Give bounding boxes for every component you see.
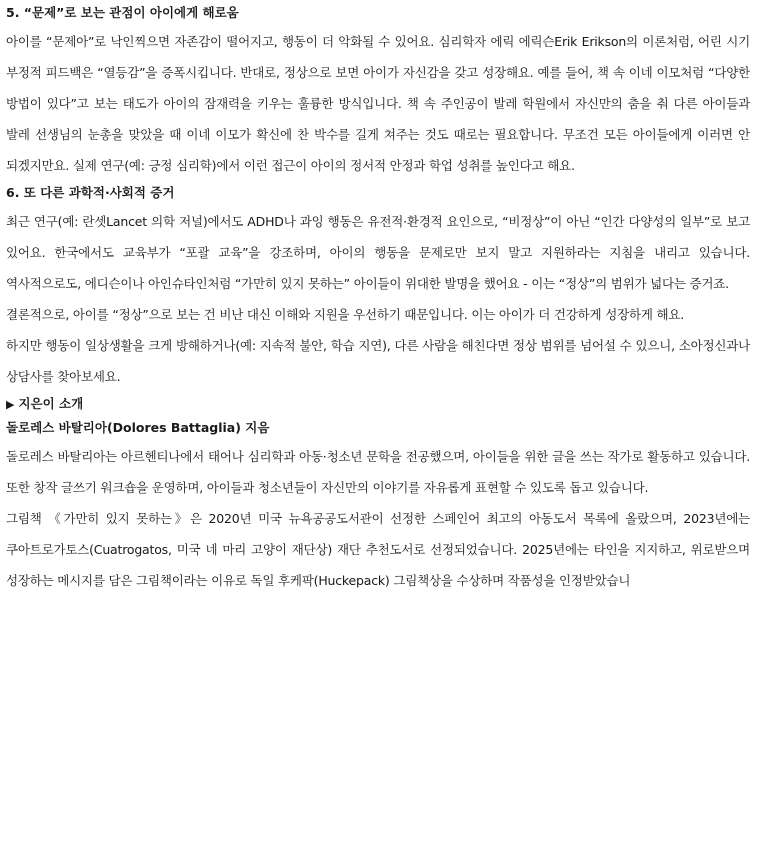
conclusion-paragraph-1: 결론적으로, 아이를 “정상”으로 보는 건 비난 대신 이해와 지원을 우선하기 때문입니다. 이는 아이가 더 건강하게 성장하게 해요.: [6, 307, 684, 322]
section-6-paragraph: 최근 연구(예: 란셋Lancet 의학 저널)에서도 ADHD나 과잉 행동은 유전적·환경적 요인으로, “비정상”이 아닌 “인간 다양성의 일부”로 보고 있어요. 한국에서도 교육부가 “포괄 교육”을 강조하며, 아이의 행동을 문제로만 보지 말고 지원하라는 지침을 내리고 있습니다. 역사적으로도, 에디슨이나 아인슈타인처럼 “가만히 있지 못하는” 아이들이 위대한 발명을 했어요 - 이는 “정상”의 범위가 넓다는 증거죠.: [6, 214, 750, 291]
section-5-paragraph: 아이를 “문제아”로 낙인찍으면 자존감이 떨어지고, 행동이 더 악화될 수 있어요. 심리학자 에릭 에릭슨Erik Erikson의 이론처럼, 어린 시기 부정적 피드백은 “열등감”을 증폭시킵니다. 반대로, 정상으로 보면 아이가 자신감을 갖고 성장해요. 예를 들어, 책 속 이네 이모처럼 “다양한 방법이 있다”고 보는 태도가 아이의 잠재력을 키우는 훌륭한 방식입니다. 책 속 주인공이 발레 학원에서 자신만의 춤을 춰 다른 아이들과 발레 선생님의 눈총을 맞았을 때 이네 이모가 확신에 찬 박수를 길게 쳐주는 것도 때로는 필요합니다. 무조건 모든 아이들에게 이러면 안 되겠지만요. 실제 연구(예: 긍정 심리학)에서 이런 접근이 아이의 정서적 안정과 학업 성취를 높인다고 해요.: [6, 34, 750, 173]
author-name-line: 돌로레스 바탈리아(Dolores Battaglia) 지음: [6, 420, 270, 435]
conclusion-paragraph-2: 하지만 행동이 일상생활을 크게 방해하거나(예: 지속적 불안, 학습 지연), 다른 사람을 해친다면 정상 범위를 넘어설 수 있으니, 소아정신과나 상담사를 찾아보세요.: [6, 338, 750, 384]
section-6-heading: 6. 또 다른 과학적·사회적 증거: [6, 185, 175, 200]
triangle-right-icon: ▶: [6, 398, 15, 411]
author-bio-paragraph: 돌로레스 바탈리아는 아르헨티나에서 태어나 심리학과 아동·청소년 문학을 전공했으며, 아이들을 위한 글을 쓰는 작가로 활동하고 있습니다. 또한 창작 글쓰기 워크숍을 운영하며, 아이들과 청소년들이 자신만의 이야기를 자유롭게 표현할 수 있도록 돕고 있습니다.: [6, 449, 750, 495]
author-awards-paragraph: 그림책 《가만히 있지 못하는》은 2020년 미국 뉴욕공공도서관이 선정한 스페인어 최고의 아동도서 목록에 올랐으며, 2023년에는 쿠아트로가토스(Cuatrogatos, 미국 네 마리 고양이 재단상) 재단 추천도서로 선정되었습니다. 2025년에는 타인을 지지하고, 위로받으며 성장하는 메시지를 담은 그림책이라는 이유로 독일 후케팍(Huckepack) 그림책상을 수상하며 작품성을 인정받았습니: [6, 511, 750, 588]
section-5-heading: 5. “문제”로 보는 관점이 아이에게 해로움: [6, 5, 239, 20]
author-heading-label: 지은이 소개: [18, 396, 84, 411]
author-section-heading: [6, 395, 750, 414]
